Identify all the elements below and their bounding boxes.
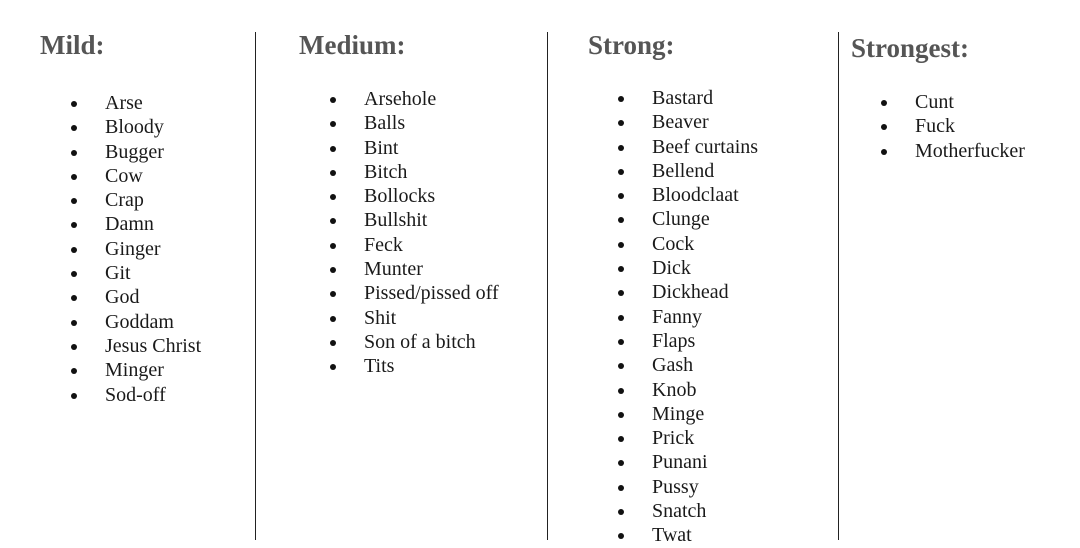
list-item: Minge: [618, 402, 758, 426]
word-list-mild: [71, 91, 201, 407]
column-title-mild: Mild:: [40, 30, 105, 60]
column-divider: [838, 32, 839, 540]
list-item: Bloodclaat: [618, 183, 758, 207]
list-item: Shit: [330, 306, 499, 330]
list-item: Cock: [618, 232, 758, 256]
list-item: God: [71, 285, 201, 309]
list-item: Feck: [330, 233, 499, 257]
word-list-strongest: [881, 90, 1025, 163]
list-item: Knob: [618, 378, 758, 402]
column-divider: [547, 32, 548, 540]
list-item: Pussy: [618, 475, 758, 499]
list-item: Gash: [618, 353, 758, 377]
list-item: Twat: [618, 523, 758, 547]
list-item: Arse: [71, 91, 201, 115]
list-item: Flaps: [618, 329, 758, 353]
word-list-medium: [330, 87, 499, 379]
list-item: Cow: [71, 164, 201, 188]
list-item: Balls: [330, 111, 499, 135]
list-item: Bellend: [618, 159, 758, 183]
word-list-strong: [618, 86, 758, 548]
column-title-medium: Medium:: [299, 30, 406, 60]
list-item: Bugger: [71, 140, 201, 164]
list-item: Arsehole: [330, 87, 499, 111]
list-item: Clunge: [618, 207, 758, 231]
list-item: Prick: [618, 426, 758, 450]
column-title-strongest: Strongest:: [851, 33, 969, 63]
list-item: Damn: [71, 212, 201, 236]
list-item: Bastard: [618, 86, 758, 110]
list-item: Dickhead: [618, 280, 758, 304]
column-divider: [255, 32, 256, 540]
list-item: Bitch: [330, 160, 499, 184]
list-item: Munter: [330, 257, 499, 281]
list-item: Minger: [71, 358, 201, 382]
list-item: Jesus Christ: [71, 334, 201, 358]
list-item: Bloody: [71, 115, 201, 139]
list-item: Bollocks: [330, 184, 499, 208]
list-item: Crap: [71, 188, 201, 212]
list-item: Bullshit: [330, 208, 499, 232]
list-item: Motherfucker: [881, 139, 1025, 163]
list-item: Dick: [618, 256, 758, 280]
list-item: Git: [71, 261, 201, 285]
column-title-strong: Strong:: [588, 30, 675, 60]
list-item: Ginger: [71, 237, 201, 261]
list-item: Fuck: [881, 114, 1025, 138]
list-item: Beef curtains: [618, 135, 758, 159]
list-item: Pissed/pissed off: [330, 281, 499, 305]
list-item: Tits: [330, 354, 499, 378]
list-item: Bint: [330, 136, 499, 160]
list-item: Snatch: [618, 499, 758, 523]
list-item: Fanny: [618, 305, 758, 329]
list-item: Beaver: [618, 110, 758, 134]
list-item: Punani: [618, 450, 758, 474]
list-item: Goddam: [71, 310, 201, 334]
list-item: Cunt: [881, 90, 1025, 114]
list-item: Sod-off: [71, 383, 201, 407]
list-item: Son of a bitch: [330, 330, 499, 354]
